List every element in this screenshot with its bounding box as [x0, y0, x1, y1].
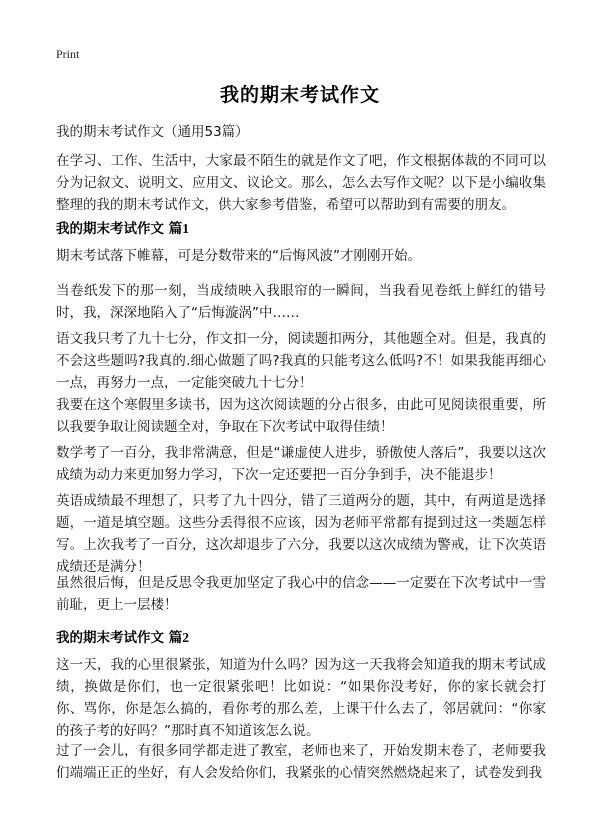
section-1-paragraph: 当卷纸发下的那一刻，当成绩映入我眼帘的一瞬间，当我看见卷纸上鲜红的错号时，我，深深地陷入了“后悔漩涡”中…… — [56, 283, 546, 321]
document-subtitle: 我的期末考试作文（通用53篇） — [56, 124, 249, 140]
section-1-paragraph: 语文我只考了九十七分，作文扣一分，阅读题扣两分，其他题全对。但是，我真的不会这些题吗?我真的.细心做题了吗?我真的只能考这么低吗?不！如果我能再细心一点，再努力一点，一定能突破九十七分！ — [56, 331, 546, 391]
section-2-heading — [56, 626, 189, 646]
section-1-paragraph: 英语成绩最不理想了，只考了九十四分，错了三道两分的题，其中，有两道是选择题，一道是填空题。这些分丢得很不应该，因为老师平常都有提到过这一类题怎样写。上次我考了一百分，这次却退步了六分，我要以这次成绩为警戒，让下次英语成绩还是满分！ — [56, 493, 546, 575]
section-1-paragraph: 我要在这个寒假里多读书，因为这次阅读题的分占很多，由此可见阅读很重要，所以我要争取让阅读题全对，争取在下次考试中取得佳绩！ — [56, 397, 546, 435]
print-label: Print — [56, 47, 80, 61]
section-1-number: 1 — [182, 221, 189, 236]
section-1-heading-text: 我的期末考试作文 篇 — [56, 221, 183, 237]
section-1-heading — [56, 217, 189, 237]
section-1-paragraph: 期末考试落下帷幕，可是分数带来的“后悔风波”才刚刚开始。 — [56, 248, 421, 264]
page-title: 我的期末考试作文 — [219, 84, 380, 106]
intro-paragraph: 在学习、工作、生活中，大家最不陌生的就是作文了吧，作文根据体裁的不同可以分为记叙文、说明文、应用文、议论文。那么，怎么去写作文呢？以下是小编收集整理的我的期末考试作文，供大家参考借鉴，希望可以帮助到有需要的朋友。 — [56, 153, 546, 213]
section-2-number: 2 — [182, 630, 189, 645]
section-2-paragraph: 这一天，我的心里很紧张，知道为什么吗？因为这一天我将会知道我的期末考试成绩，换做是你们，也一定很紧张吧！比如说：“如果你没考好，你的家长就会打你、骂你，你是怎么搞的，看你考的那么差，上课干什么去了，邻居就问：“你家的孩子考的好吗？”那时真不知道该怎么说。 — [56, 657, 546, 739]
section-2-paragraph: 过了一会儿，有很多同学都走进了教室，老师也来了，开始发期末卷了，老师要我们端端正正的坐好，有人会发给你们，我紧张的心情突然燃烧起来了，试卷发到我 — [56, 743, 546, 781]
section-2-heading-text: 我的期末考试作文 篇 — [56, 630, 183, 646]
section-1-paragraph: 数学考了一百分，我非常满意，但是“谦虚使人进步，骄傲使人落后”，我要以这次成绩为动力来更加努力学习，下次一定还要把一百分争到手，决不能退步！ — [56, 445, 546, 483]
section-1-paragraph: 虽然很后悔，但是反思令我更加坚定了我心中的信念——一定要在下次考试中一雪前耻，更上一层楼！ — [56, 575, 546, 613]
